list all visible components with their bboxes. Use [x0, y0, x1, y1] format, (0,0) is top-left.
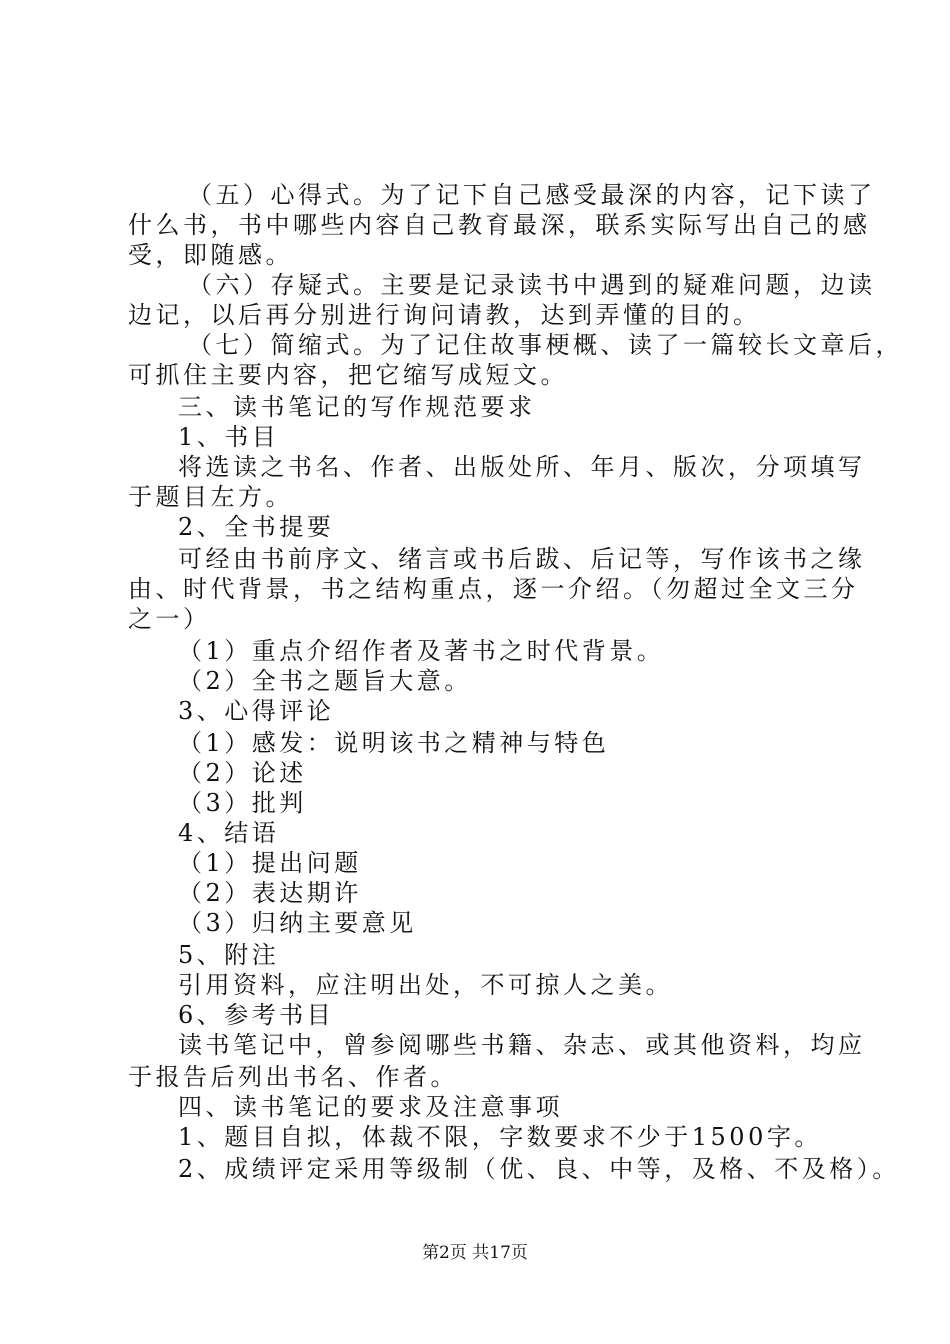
text-line: 可经由书前序文、绪言或书后跋、后记等，写作该书之缘: [178, 545, 866, 573]
text-line: 1、题目自拟，体裁不限，字数要求不少于1500字。: [178, 1123, 822, 1151]
text-line: 读书笔记中，曾参阅哪些书籍、杂志、或其他资料，均应: [178, 1031, 866, 1059]
text-line: 可抓住主要内容，把它缩写成短文。: [128, 361, 568, 389]
text-line: 4、结语: [178, 819, 280, 847]
text-line: 受，即随感。: [128, 241, 293, 269]
text-line: 之一）: [128, 605, 211, 633]
text-line: 1、书目: [178, 423, 280, 451]
text-line: 2、全书提要: [178, 513, 335, 541]
text-line: 三、读书笔记的写作规范要求: [178, 393, 536, 421]
text-line: 由、时代背景，书之结构重点，逐一介绍。（勿超过全文三分: [128, 575, 859, 603]
text-line: 6、参考书目: [178, 1001, 335, 1029]
text-line: 边记，以后再分别进行询问请教，达到弄懂的目的。: [128, 301, 761, 329]
text-line: 于报告后列出书名、作者。: [128, 1063, 458, 1091]
text-line: 将选读之书名、作者、出版处所、年月、版次，分项填写: [178, 453, 866, 481]
page-footer: 第2页 共17页: [422, 1243, 528, 1263]
text-line: 5、附注: [178, 941, 280, 969]
text-line: （六）存疑式。主要是记录读书中遇到的疑难问题，边读: [188, 271, 876, 299]
text-line: （五）心得式。为了记下自己感受最深的内容，记下读了: [188, 181, 876, 209]
text-line: （1）感发：说明该书之精神与特色: [178, 729, 610, 757]
text-line: 什么书，书中哪些内容自己教育最深，联系实际写出自己的感: [128, 211, 871, 239]
text-line: （2）论述: [178, 759, 307, 787]
text-line: 3、心得评论: [178, 697, 335, 725]
text-line: 于题目左方。: [128, 483, 293, 511]
text-line: （1）重点介绍作者及著书之时代背景。: [178, 637, 665, 665]
text-line: （七）简缩式。为了记住故事梗概、读了一篇较长文章后，: [188, 331, 903, 359]
text-line: 引用资料，应注明出处，不可掠人之美。: [178, 971, 673, 999]
text-line: （2）全书之题旨大意。: [178, 667, 472, 695]
text-line: （1）提出问题: [178, 849, 362, 877]
text-line: （3）批判: [178, 789, 307, 817]
text-line: 四、读书笔记的要求及注意事项: [178, 1093, 563, 1121]
text-line: 2、成绩评定采用等级制（优、良、中等，及格、不及格）。: [178, 1155, 900, 1183]
text-line: （3）归纳主要意见: [178, 909, 417, 937]
text-line: （2）表达期许: [178, 879, 362, 907]
